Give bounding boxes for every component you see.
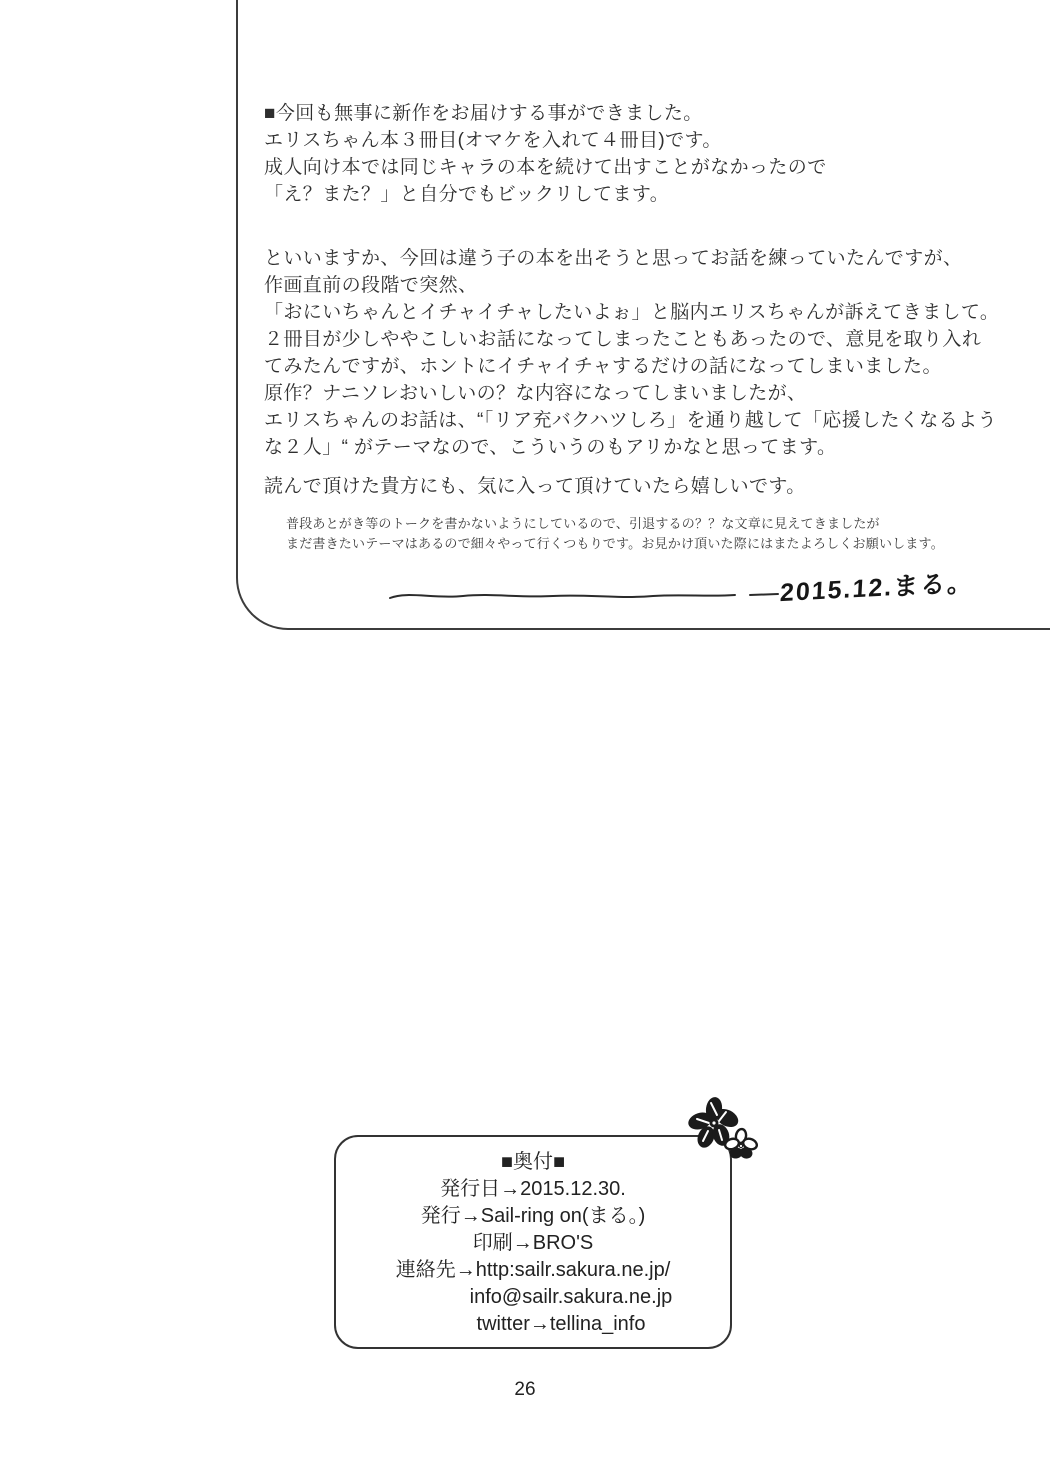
afterword-paragraph-3 xyxy=(264,473,1004,500)
afterword-line: といいますか、今回は違う子の本を出そうと思ってお話を練っていたんですが、 xyxy=(264,248,963,269)
colophon-line-publisher: 発行→Sail-ring on(まる。) xyxy=(420,1205,646,1227)
signature-date: 2015.12.まる。 xyxy=(779,568,975,608)
afterword-footnote-line: まだ書きたいテーマはあるので細々やって行くつもりです。お見かけ頂いた際にはまたよろしくお願いします。 xyxy=(286,536,944,551)
afterword-line: エリスちゃんのお話は、“「リア充バクハツしろ」を通り越して「応援したくなるよう xyxy=(264,410,997,431)
afterword-line: エリスちゃん本３冊目(オマケを入れて４冊目)です。 xyxy=(264,130,722,151)
afterword-line: ２冊目が少しややこしいお話になってしまったこともあったので、意見を取り入れ xyxy=(264,329,982,350)
afterword-footnote xyxy=(286,514,1004,554)
hand-drawn-divider-line xyxy=(388,585,780,607)
afterword-line: ■今回も無事に新作をお届けする事ができました。 xyxy=(264,103,703,124)
colophon-line-publish-date: 発行日→2015.12.30. xyxy=(440,1178,626,1200)
flower-doodle-icon xyxy=(688,1094,774,1180)
afterword-paragraph-2 xyxy=(264,245,1004,461)
colophon-line-email: info@sailr.sakura.ne.jp xyxy=(469,1286,673,1308)
afterword-line: 読んで頂けた貴方にも、気に入って頂けていたら嬉しいです。 xyxy=(264,476,806,497)
colophon-title: ■奥付■ xyxy=(500,1151,566,1173)
afterword-text xyxy=(264,100,1004,554)
afterword-paragraph-1 xyxy=(264,100,1004,208)
colophon-box xyxy=(334,1135,732,1349)
afterword-line: 作画直前の段階で突然、 xyxy=(264,275,478,296)
afterword-line: 成人向け本では同じキャラの本を続けて出すことがなかったので xyxy=(264,157,827,178)
afterword-line: 原作？ナニソレおいしいの？な内容になってしまいましたが、 xyxy=(264,383,807,404)
afterword-line: な２人」“ がテーマなので、こういうのもアリかなと思ってます。 xyxy=(264,437,837,458)
colophon-line-printer: 印刷→BRO'S xyxy=(472,1232,594,1254)
afterword-line: 「おにいちゃんとイチャイチャしたいよぉ」と脳内エリスちゃんが訴えてきまして。 xyxy=(264,302,1000,323)
colophon-line-contact-url: 連絡先→http:sailr.sakura.ne.jp/ xyxy=(395,1259,671,1281)
colophon-line-twitter: twitter→tellina_info xyxy=(476,1313,646,1335)
afterword-line: てみたんですが、ホントにイチャイチャするだけの話になってしまいました。 xyxy=(264,356,942,377)
page-number: 26 xyxy=(514,1379,536,1400)
afterword-footnote-line: 普段あとがき等のトークを書かないようにしているので、引退するの？？な文章に見えてきましたが xyxy=(286,516,880,531)
afterword-line: 「え？また？」と自分でもビックリしてます。 xyxy=(264,184,670,205)
